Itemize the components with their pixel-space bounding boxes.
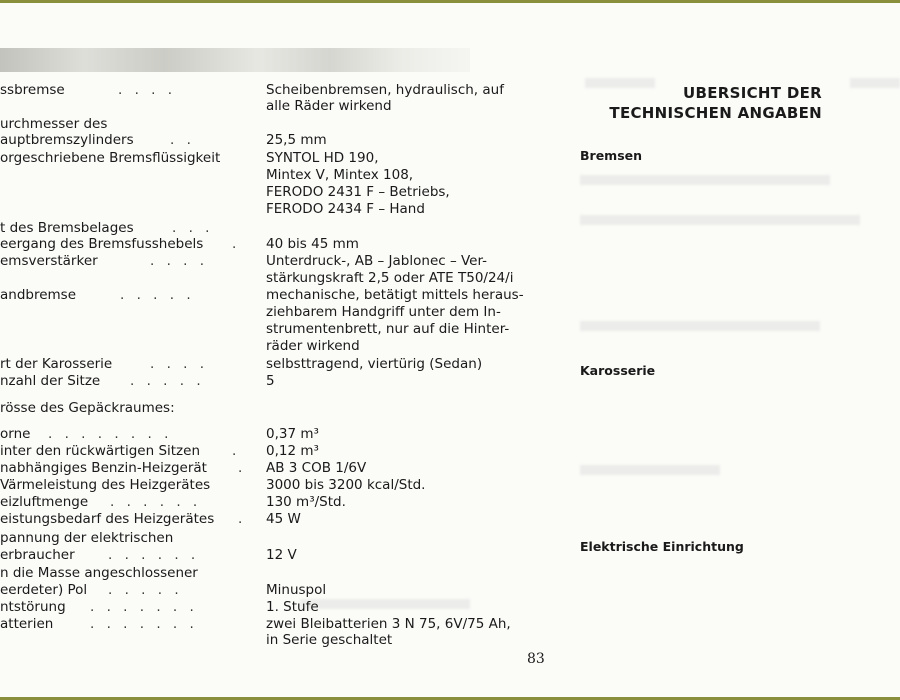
spec-label: rösse des Gepäckraumes: bbox=[0, 400, 175, 416]
spec-label: ntstörung bbox=[0, 599, 66, 615]
spec-row bbox=[0, 581, 560, 599]
spec-value: SYNTOL HD 190, bbox=[266, 150, 379, 166]
spec-label: orne bbox=[0, 426, 31, 442]
spec-row bbox=[0, 149, 560, 167]
spec-label: t des Bremsbelages bbox=[0, 220, 134, 236]
dot-leader: . . . . bbox=[150, 253, 209, 269]
spec-value: 40 bis 45 mm bbox=[266, 236, 359, 252]
section-heading-karosserie: Karosserie bbox=[580, 363, 656, 378]
dot-leader: . . . bbox=[172, 220, 214, 236]
spec-value: 130 m³/Std. bbox=[266, 494, 346, 510]
spec-label: orgeschriebene Bremsflüssigkeit bbox=[0, 150, 221, 166]
spec-label: n die Masse angeschlossener bbox=[0, 565, 198, 581]
spec-row bbox=[0, 510, 560, 528]
spec-row bbox=[0, 459, 560, 477]
dot-leader: . . . . bbox=[118, 82, 177, 98]
bleed-through bbox=[850, 78, 900, 88]
spec-value: in Serie geschaltet bbox=[266, 632, 393, 648]
spec-label: eerdeter) Pol bbox=[0, 582, 88, 598]
bleed-through bbox=[580, 465, 720, 475]
spec-value: 0,12 m³ bbox=[266, 443, 319, 459]
spec-row bbox=[0, 235, 560, 253]
dot-leader: . . . . . . . . bbox=[48, 426, 173, 442]
page-number: 83 bbox=[527, 651, 545, 667]
spec-label: rt der Karosserie bbox=[0, 356, 113, 372]
spec-label: eizluftmenge bbox=[0, 494, 89, 510]
spec-label: urchmesser des bbox=[0, 116, 108, 132]
spec-value: AB 3 COB 1/6V bbox=[266, 460, 367, 476]
dot-leader: . bbox=[232, 236, 241, 252]
scan-shading-band bbox=[0, 48, 470, 72]
spec-row bbox=[0, 131, 560, 149]
dot-leader: . bbox=[238, 460, 247, 476]
spec-row bbox=[0, 200, 560, 218]
title-line-1: UBERSICHT DER bbox=[683, 84, 822, 102]
spec-label: eergang des Bremsfusshebels bbox=[0, 236, 204, 252]
spec-row bbox=[0, 442, 560, 460]
spec-value: 25,5 mm bbox=[266, 132, 327, 148]
spec-row bbox=[0, 97, 560, 115]
spec-row bbox=[0, 476, 560, 494]
spec-row bbox=[0, 183, 560, 201]
title-line-2: TECHNISCHEN ANGABEN bbox=[609, 104, 822, 122]
dot-leader: . . . . bbox=[150, 356, 209, 372]
spec-value: 5 bbox=[266, 373, 275, 389]
spec-value: 3000 bis 3200 kcal/Std. bbox=[266, 477, 426, 493]
dot-leader: . bbox=[238, 511, 247, 527]
spec-value: FERODO 2434 F – Hand bbox=[266, 201, 425, 217]
spec-row bbox=[0, 355, 560, 373]
spec-row bbox=[0, 166, 560, 184]
page-title bbox=[560, 83, 822, 123]
dot-leader: . . . . . . . bbox=[90, 599, 198, 615]
dot-leader: . . . . . . bbox=[110, 494, 202, 510]
bleed-through bbox=[580, 175, 830, 185]
spec-value: ziehbarem Handgriff unter dem In- bbox=[266, 304, 501, 320]
bleed-through bbox=[580, 215, 860, 225]
spec-label: eistungsbedarf des Heizgerätes bbox=[0, 511, 215, 527]
spec-row bbox=[0, 598, 560, 616]
dot-leader: . bbox=[232, 443, 241, 459]
spec-row bbox=[0, 631, 560, 649]
dot-leader: . . . . . bbox=[108, 582, 183, 598]
dot-leader: . . . . . bbox=[120, 287, 195, 303]
dot-leader: . . . . . bbox=[130, 373, 205, 389]
spec-row bbox=[0, 399, 560, 417]
spec-label: Värmeleistung des Heizgerätes bbox=[0, 477, 211, 493]
spec-label: ssbremse bbox=[0, 82, 65, 98]
spec-label: erbraucher bbox=[0, 547, 75, 563]
spec-label: nabhängiges Benzin-Heizgerät bbox=[0, 460, 207, 476]
spec-row bbox=[0, 252, 560, 270]
spec-label: nzahl der Sitze bbox=[0, 373, 101, 389]
spec-value: strumentenbrett, nur auf die Hinter- bbox=[266, 321, 510, 337]
spec-row bbox=[0, 493, 560, 511]
spec-row bbox=[0, 286, 560, 304]
dot-leader: . . . . . . . bbox=[90, 616, 198, 632]
spec-value: alle Räder wirkend bbox=[266, 98, 392, 114]
spec-value: 45 W bbox=[266, 511, 301, 527]
spec-value: 1. Stufe bbox=[266, 599, 319, 615]
spec-value: FERODO 2431 F – Betriebs, bbox=[266, 184, 450, 200]
spec-row bbox=[0, 372, 560, 390]
spec-value: 12 V bbox=[266, 547, 297, 563]
dot-leader: . . bbox=[170, 132, 195, 148]
spec-value: 0,37 m³ bbox=[266, 426, 319, 442]
spec-label: atterien bbox=[0, 616, 54, 632]
spec-row bbox=[0, 337, 560, 355]
document-page bbox=[0, 3, 900, 697]
spec-row bbox=[0, 564, 560, 582]
spec-row bbox=[0, 425, 560, 443]
spec-value: zwei Bleibatterien 3 N 75, 6V/75 Ah, bbox=[266, 616, 511, 632]
spec-value: stärkungskraft 2,5 oder ATE T50/24/i bbox=[266, 270, 514, 286]
spec-row bbox=[0, 303, 560, 321]
spec-value: Mintex V, Mintex 108, bbox=[266, 167, 414, 183]
dot-leader: . . . . . . bbox=[108, 547, 200, 563]
spec-value: mechanische, betätigt mittels heraus- bbox=[266, 287, 524, 303]
spec-row bbox=[0, 269, 560, 287]
spec-label: inter den rückwärtigen Sitzen bbox=[0, 443, 201, 459]
spec-row bbox=[0, 546, 560, 564]
spec-label: emsverstärker bbox=[0, 253, 98, 269]
spec-row bbox=[0, 320, 560, 338]
section-heading-elektrik: Elektrische Einrichtung bbox=[580, 539, 744, 554]
section-heading-bremsen: Bremsen bbox=[580, 148, 643, 163]
spec-value: Unterdruck-, AB – Jablonec – Ver- bbox=[266, 253, 488, 269]
spec-value: räder wirkend bbox=[266, 338, 360, 354]
spec-label: auptbremszylinders bbox=[0, 132, 134, 148]
spec-label: pannung der elektrischen bbox=[0, 530, 174, 546]
spec-value: Minuspol bbox=[266, 582, 327, 598]
spec-value: Scheibenbremsen, hydraulisch, auf bbox=[266, 82, 504, 98]
spec-row bbox=[0, 529, 560, 547]
spec-label: andbremse bbox=[0, 287, 77, 303]
bleed-through bbox=[580, 321, 820, 331]
spec-value: selbsttragend, viertürig (Sedan) bbox=[266, 356, 483, 372]
